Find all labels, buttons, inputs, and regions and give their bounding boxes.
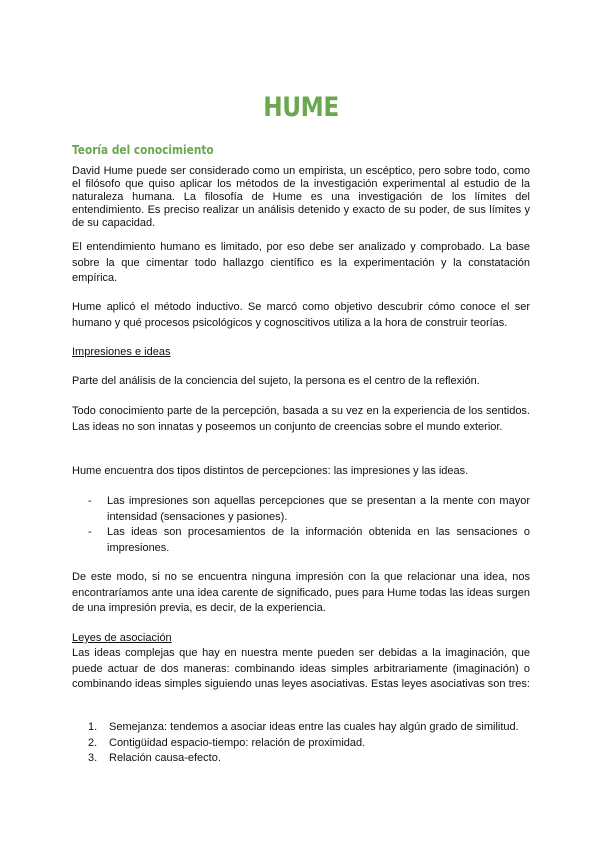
number-marker: 3. bbox=[88, 752, 98, 764]
list-item bbox=[88, 720, 530, 736]
list-item bbox=[88, 494, 530, 525]
list-item bbox=[88, 736, 530, 752]
subtitle: Teoría del conocimiento bbox=[72, 143, 214, 157]
laws-paragraph: Las ideas complejas que hay en nuestra mente pueden ser debidas a la imaginación, que puede actuar de dos maneras: combinando ideas simples arbitrariamente (imaginación) o combinando ideas simples siguiendo unas leyes asociativas. Estas leyes asociativas son tres: bbox=[72, 647, 530, 690]
impressions-closing-paragraph: De este modo, si no se encuentra ninguna impresión con la que relacionar una idea, nos encontraríamos ante una idea carente de significado, pues para Hume todas las ideas surgen de una impresión previa, es decir, de la experiencia. bbox=[72, 571, 530, 614]
intro-paragraph-2: El entendimiento humano es limitado, por eso debe ser analizado y comprobado. La base sobre la que cimentar todo hallazgo científico es la experimentación y la constatación empírica. bbox=[72, 241, 530, 284]
number-marker: 2. bbox=[88, 736, 98, 749]
dash-marker: - bbox=[88, 495, 92, 507]
impressions-paragraph-1: Parte del análisis de la conciencia del sujeto, la persona es el centro de la reflexión. bbox=[72, 375, 480, 387]
list-item-text: Las ideas son procesamientos de la información obtenida en las sensaciones o impresiones. bbox=[107, 526, 530, 554]
section-heading-impressions: Impresiones e ideas bbox=[72, 346, 171, 358]
impressions-paragraph-3: Hume encuentra dos tipos distintos de percepciones: las impresiones y las ideas. bbox=[72, 465, 469, 477]
section-heading-laws: Leyes de asociación bbox=[72, 632, 172, 644]
association-laws-list bbox=[88, 720, 530, 767]
impressions-paragraph-2: Todo conocimiento parte de la percepción, basada a su vez en la experiencia de los sentidos. Las ideas no son innatas y poseemos un conjunto de creencias sobre el mundo exterior. bbox=[72, 405, 530, 433]
list-item-text: Las impresiones son aquellas percepciones que se presentan a la mente con mayor intensidad (sensaciones y pasiones). bbox=[107, 495, 530, 523]
list-item-text: Contigüidad espacio-tiempo: relación de proximidad. bbox=[109, 736, 366, 749]
list-item bbox=[88, 751, 530, 767]
number-marker: 1. bbox=[88, 721, 98, 733]
perceptions-list bbox=[88, 494, 530, 556]
list-item-text: Relación causa-efecto. bbox=[109, 752, 221, 764]
dash-marker: - bbox=[88, 526, 92, 538]
document-title: HUME bbox=[263, 92, 339, 123]
list-item bbox=[88, 525, 530, 556]
list-item-text: Semejanza: tendemos a asociar ideas entre las cuales hay algún grado de similitud. bbox=[109, 721, 519, 733]
intro-paragraph-1: David Hume puede ser considerado como un empirista, un escéptico, pero sobre todo, como el filósofo que quiso aplicar los métodos de la investigación experimental al estudio de la naturaleza humana. La filosofía de Hume es una investigación de los límites del entendimiento. Es preciso realizar un análisis detenido y exacto de su poder, de sus límites y de su capacidad. bbox=[72, 165, 530, 229]
intro-paragraph-3: Hume aplicó el método inductivo. Se marcó como objetivo descubrir cómo conoce el ser humano y qué procesos psicológicos y cognoscitivos utiliza a la hora de construir teorías. bbox=[72, 301, 530, 329]
